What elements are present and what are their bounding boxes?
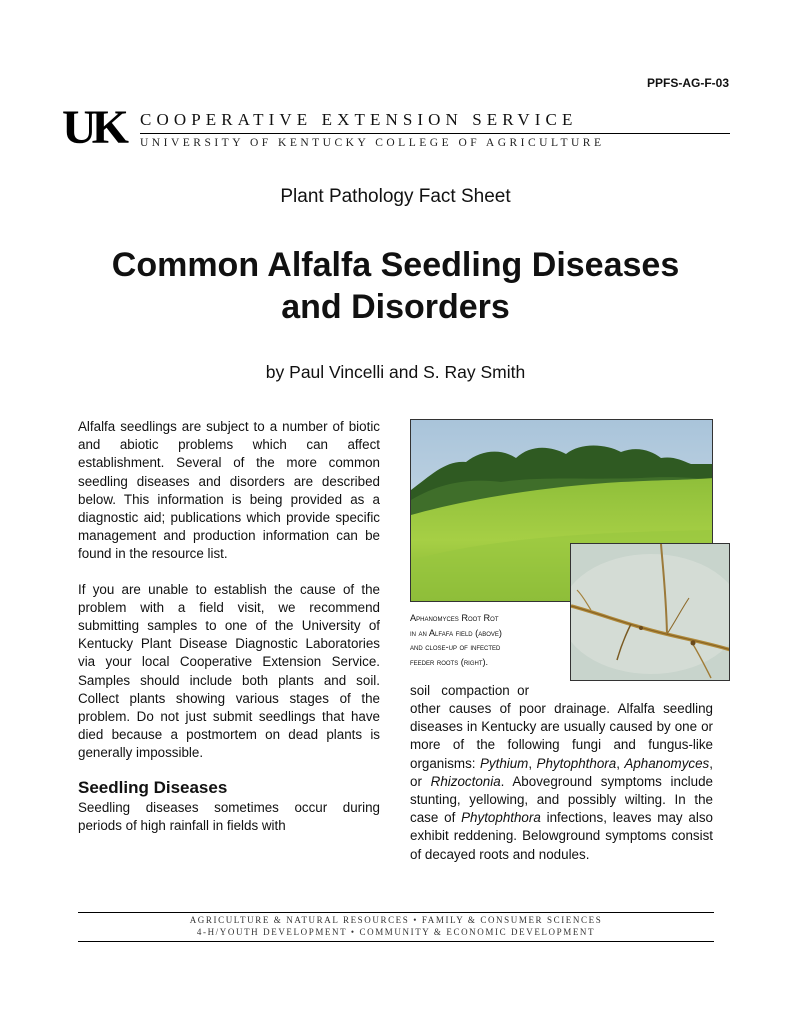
institution-line: UNIVERSITY OF KENTUCKY COLLEGE OF AGRICULTURE [140, 137, 605, 149]
text-run: other causes of poor drainage. Alfalfa seedling diseases in Kentucky are usually caused by one or more of the following fungi and fungus-like organisms: [410, 701, 713, 771]
title-line-2: and Disorders [281, 288, 510, 326]
sampling-paragraph: If you are unable to establish the cause of the problem with a field visit, we recommend submitting samples to one of the University of Kentucky Plant Disease Diagnostic Laboratories via your local Cooperative Extension Service. Samples should include both plants and soil. Collect plants showing various stages of the problem. Do not just submit seedlings that have died because a postmortem on dead plants is generally impossible. [78, 581, 380, 761]
pathogen-name: Aphanomyces [624, 755, 710, 771]
caption-line-1: Aphanomyces Root Rot [410, 613, 499, 623]
logo-rule [140, 133, 730, 134]
caption-line-2: in an Alfafa field (above) [410, 627, 502, 638]
text-run: , [528, 755, 537, 771]
caption-line-3: and close-up of infected [410, 642, 501, 652]
right-column-first-line: soil compaction or [410, 683, 530, 698]
footer-line-1: AGRICULTURE & NATURAL RESOURCES • FAMILY & CONSUMER SCIENCES [189, 915, 603, 925]
caption-line-4: feeder roots (right). [410, 656, 489, 667]
seedling-diseases-continued [410, 700, 713, 864]
author-byline: by Paul Vincelli and S. Ray Smith [265, 362, 526, 382]
text-run: . Aboveground symptoms include stunting, yellowing, and possibly wilting. In the case of [410, 773, 713, 826]
publication-code: PPFS-AG-F-03 [646, 76, 729, 90]
footer-band [78, 912, 714, 942]
title-line-1: Common Alfalfa Seedling Diseases [111, 246, 680, 284]
section-heading: Seedling Diseases [78, 777, 228, 797]
fact-sheet-subtitle: Plant Pathology Fact Sheet [280, 186, 511, 207]
org-line: COOPERATIVE EXTENSION SERVICE [140, 110, 578, 129]
pathogen-name: Pythium [479, 755, 529, 771]
left-column [78, 418, 380, 835]
infected-roots-photo [570, 543, 730, 681]
document-title [0, 244, 791, 328]
photo-caption [410, 611, 570, 669]
roots-photo-image [571, 544, 730, 681]
pathogen-name: Rhizoctonia [430, 773, 501, 789]
seedling-diseases-paragraph: Seedling diseases sometimes occur during periods of high rainfall in fields with [78, 799, 380, 833]
pathogen-name: Phytophthora [461, 810, 541, 826]
text-run: , [616, 755, 625, 771]
uk-extension-logo [62, 101, 730, 154]
intro-paragraph: Alfalfa seedlings are subject to a number of biotic and abiotic problems which can affect establishment. Several of the more common seedling diseases and disorders are described below. This information is being provided as a diagnostic aid; publications which provide specific management and production information can be found in the resource list. [78, 419, 380, 562]
right-column [410, 700, 713, 864]
pathogen-name: Phytophthora [536, 755, 617, 771]
text-run: , or [410, 755, 713, 789]
text-run: infections, leaves may also exhibit reddening. Belowground symptoms consist of decayed roots and nodules. [410, 810, 713, 862]
uk-logo-mark: UK [62, 101, 124, 154]
footer-line-2: 4-H/YOUTH DEVELOPMENT • COMMUNITY & ECONOMIC DEVELOPMENT [196, 927, 596, 937]
